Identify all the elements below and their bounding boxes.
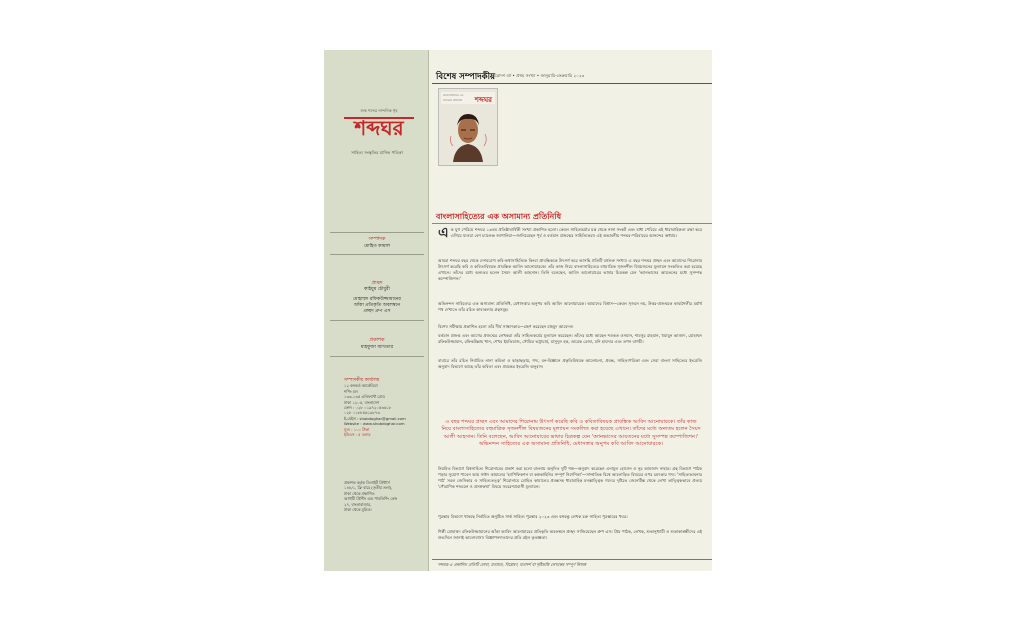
editor-label: সম্পাদক — [368, 236, 386, 242]
paragraph: বিশেষ সমীক্ষায় প্রকাশিত হলো তাঁর দীর্ঘ সাক্ষাৎকার—গ্রহণ করেছেন মাহমুদ আবেদন। — [438, 324, 574, 329]
paragraph: শিল্পী মোহাম্মদ রফিকউজ্জামানের আঁকা আবিদ আনোয়ারের প্রতিকৃতি অবলম্বনে প্রচ্ছদ সাজিয়েছেন গ্রুপ এস। প্রিয় পাঠক, লেখক, শুভানুধ্যায়ী ও শুভাকাঙ্ক্ষীদের এই শুভদিনে জানাই ভালোবাসা। বিজ্ঞাপনদাতাদের প্রতি রইল কৃতজ্ঞতা। — [438, 529, 702, 541]
publisher-name: মাহফুজা আখতার — [360, 345, 394, 350]
logo-text: শব্দঘর — [354, 116, 404, 140]
print-line: ১৪৮/১, ফ্রি বারে (তৃতীয় তলা), — [344, 485, 393, 491]
office-line: ঢাকা ১২০৫, বাংলাদেশ — [344, 399, 380, 405]
office-line: ১২ কনকর্ড আর্কেডিয়া — [344, 383, 378, 389]
paragraph: অভিনন্দন সাহিত্যের এক অসামান্য প্রতিনিধি, মেধাসত্তার অনুপম কবি আবিদ আনোয়ারকে। আমাদের বিশ্বাস—কেবল সৃজনে নয়, উত্তর-প্রজন্মকে কাব্যশৈলীর মর্মার্থ পথ দেখাতে তাঁর রচিত কাব্যকলার গ্রন্থসমূহ। — [438, 301, 702, 313]
paragraph: আমরা শব্দঘর বছর থেকে দেশবরেণ্য কবি-কথাসাহিত্যিক কিংবা প্রাবন্ধিককে উৎসর্গ করে আসছি প্রতিটি বর্ষশুরু সংখ্যা। এ বছর শব্দঘর প্রচ্ছদ এবং আমাদের শিরোনাম উৎসর্গ করেছি কবি ও কবিতাবিষয়ক প্রাবন্ধিক আবিদ আনোয়ারকে। তাঁর কাজ নিয়ে বাংলাসাহিত্যের বহুমাত্রিক সৃজনশীল বিষয়জনের মূল্যায়ন সংকলিত করা হয়েছে এখানে। তাঁদের মধ্যে অন্যতম হলেন সৈয়দ আলী আহসান। তিনি বলেছেন, আবিদ আনোয়ারের ভাষার চিত্রকল্প যেন 'ক্যানভাসের আয়তনের মধ্যে সুসম্পন্ন কম্পোজিশন।' — [438, 258, 702, 282]
cover-heading: বাংলাসাহিত্যের এক অসামান্য প্রতিনিধি — [443, 94, 464, 102]
publisher-label: প্রকাশক — [369, 337, 385, 343]
print-line: আগামী প্রিন্টিং এন্ড পাবলিশিং কোং — [344, 496, 398, 502]
disclaimer-footer: শব্দঘর-এ প্রকাশিত প্রতিটি লেখা, মতামত, বিশ্লেষণ, মতাদর্শ বা দৃষ্টিভঙ্গি লেখকের সম্পূর্ণ নিজস্ব — [438, 562, 586, 567]
shobdoghar-logo — [336, 112, 422, 142]
cover-credit-line: আঁকা প্রতিকৃতি অবলম্বনে — [353, 303, 401, 308]
website-line: Website : www.shobdoghar.com — [344, 421, 405, 427]
office-contact — [344, 378, 422, 437]
office-line: ০২৮ ০১৮৮৫৬১৯৮৭৩ — [344, 410, 380, 416]
office-line: ১৩৩-১৩৫ এলিফ্যান্ট রোড — [344, 394, 385, 400]
editorial-column — [432, 50, 708, 571]
portrait-illustration — [447, 106, 489, 162]
drop-cap: এ — [438, 225, 449, 241]
cover-header — [441, 92, 495, 104]
paragraph-intro — [438, 227, 702, 239]
issue-meta: ত্রয়োদশ বর্ষ • প্রথম সংখ্যা • জানুয়ারি-ফেব্রুয়ারি ২০২৩ — [492, 73, 585, 78]
price-usd: ইউএস : ৫ ডলার — [344, 432, 371, 438]
article-title: বাংলাসাহিত্যের এক অসামান্য প্রতিনিধি — [436, 212, 562, 221]
cover-credit-line: মোহাম্মদ রফিকউজ্জামানের — [353, 297, 401, 302]
print-line: প্রকাশক কর্তৃক ডিলাইট প্রিন্টার্স — [344, 480, 390, 485]
paragraph: বাবারে তাঁর রচিত নির্বাচিত নানা কবিতা ও ছাড়াছড়ায়, গদ্য, বন-বিজ্ঞানে প্রকৃতিবিষয়ক আলোচনা, প্রবন্ধ, সাহিত্যপত্রিকা এবং সেরা বাংলা সাহিত্যের ইংরেজি অনুবাদ বিভাগে আছে তাঁর কবিতা এবং প্রবন্ধের ইংরেজি অনুবাদ। — [438, 358, 702, 370]
section-title: বিশেষ সম্পাদকীয় — [436, 72, 496, 82]
email-line: ই-মেইল : shobdoghar@gmail.com — [344, 415, 406, 421]
sidebar-divider — [330, 320, 424, 321]
office-label: সম্পাদকীয় কার্যালয় — [344, 378, 380, 383]
price: মূল্য : ১০০ টাকা — [344, 426, 370, 432]
office-line: শপিং মল — [344, 388, 358, 394]
cover-credit-line: কাইয়ুম চৌধুরী — [364, 287, 390, 292]
sidebar-divider — [330, 232, 424, 233]
office-line: ফোন : ০২৮ ০১৯৭২০৫৩৬১৮ — [344, 405, 392, 411]
cover-logo: শব্দঘর — [474, 96, 492, 104]
cover-credit-line: প্রচ্ছদ গ্রুপ এস — [363, 309, 391, 314]
header-rule — [432, 83, 712, 84]
print-info — [344, 480, 424, 512]
paragraph: বর্তমান প্রজন্ম এবং আগের প্রজন্মের লেখকরা তাঁর সাহিত্যকর্মের মূল্যায়ন করেছেন। তাঁদের মধ্যে আছেন শওকত ওসমান, শামসুর রাহমান, হুমায়ুন আজাদ, মোহাম্মদ রফিকউজ্জামান, রফিকউল্লাহ খান, শেখর ইমতিয়াজ, সৌমিত্র ভট্টাচার্য, মাসুদুল হক, তারেক রেজা, মনি হায়দার এবং তপন বাগচী। — [438, 333, 702, 345]
paragraph-text: ক যুগ পেরিয়ে শব্দঘর ১৩তম প্রতিষ্ঠাবার্ষিকী সংখ্যা প্রকাশিত হলো। কেবল সাহিত্যচর্চার মন্ত্র থেকে নানা সংকট এবং বাধা পেরিয়ে এই ধারাবাহিকতা রক্ষা করে এগিয়ে যাওয়া বেশ চ্যালেঞ্জ জাগানিয়া—জানিয়েছেন পূর্ব ও বর্তমান প্রজন্মের সাহিত্যিকরা। এই অভাবনীয় শব্দঘর-পরিবারের আনন্দের অধ্যায়। — [450, 227, 702, 239]
footer-rule — [432, 559, 712, 560]
editor-name: মোহিত কামাল — [363, 244, 391, 249]
paragraph: নিয়মিত বিভাগে বিশ্বসাহিত্য শিরোনামের প্রকাশ করা হলো বাংলায় অনূদিত দুটি গল্প—অনুবাদ করেছেন এনামুল হোসেন ও নূর আমজাদ নাহার। গ্রন্থ বিভাগে পাঠক পড়ার সুযোগ পাবেন আয় সাঈদ কামালের 'হ্যাপিফিকশন বা কল্পকাহিনির সম্পূর্ণ নির্দেশিকা'—সাম্প্রতিক বিশ্বে আলোড়িত বিষয়ের ওপর চমৎকার গদ্য। 'সাহিত্যভাবনার পাঠ' সরল জেসিকার ও সাহিত্যতত্ত্ব' শিরোনামে মোহিত কামালের প্রবন্ধসহ ধারাবাহিক মনস্তাত্ত্বিক গদ্যের দৃষ্টিতে জেনেটিক্স থেকে লেখা তাত্ত্বিকভাবে প্রত্যয় 'পৌরাণিক শব্দচয়ন ও প্রসঙ্গকথা' বিষয়ে সমরেশপ্রবাসী মূল্যায়ন। — [438, 466, 702, 490]
print-line: ২৭, বাংলাবাজার, — [344, 501, 372, 507]
sidebar — [324, 50, 428, 571]
cover-credit-label: প্রচ্ছদ — [371, 280, 383, 286]
print-line: ঢাকা থেকে মুদ্রিত। — [344, 507, 372, 513]
pull-quote: এ বছর শব্দঘর প্রচ্ছদ এবং আমাদের শিরোনাম উৎসর্গ করেছি কবি ও কবিতাবিষয়ক প্রাবন্ধিক আবিদ আনোয়ারকে। তাঁর কাজ নিয়ে বাংলাসাহিত্যের বহুমাত্রিক সৃজনশীল বিষয়জনের মূল্যায়ন সংকলিত করা হয়েছে এখানে। তাঁদের মধ্যে অন্যতম হলেন সৈয়দ আলী আহসান। তিনি বলেছেন, আবিদ আনোয়ারের ভাষার চিত্রকল্প যেন 'ক্যানভাসের আয়তনের মধ্যে সুসম্পন্ন কম্পোজিশন।' অভিনন্দন সাহিত্যের এক অসামান্য প্রতিনিধি, মেধাসত্তার অনুপম কবি আবিদ আনোয়ারকে। — [441, 419, 701, 448]
magazine-page — [324, 50, 712, 571]
sidebar-divider — [330, 356, 424, 357]
logo-tagline: শুদ্ধ শব্দের নান্দনিক গৃহ — [360, 108, 398, 113]
sidebar-divider — [330, 254, 424, 255]
column-divider — [428, 50, 429, 571]
print-line: ঢাকা থেকে প্রকাশিত — [344, 490, 375, 496]
paragraph: পুরস্কার বিভাগে থাকছে নির্বাচিত অনুষ্ঠিত সার্ক সাহিত্য পুরস্কার ২০২৩ এবং বঙ্গবন্ধু লেখক চক্র সাহিত্য পুরস্কারের খবর। — [438, 514, 628, 519]
logo-subtitle: সাহিত্য সংস্কৃতির মাসিক পত্রিকা — [351, 150, 403, 155]
cover-thumbnail — [438, 88, 498, 166]
title-rule — [432, 223, 712, 224]
